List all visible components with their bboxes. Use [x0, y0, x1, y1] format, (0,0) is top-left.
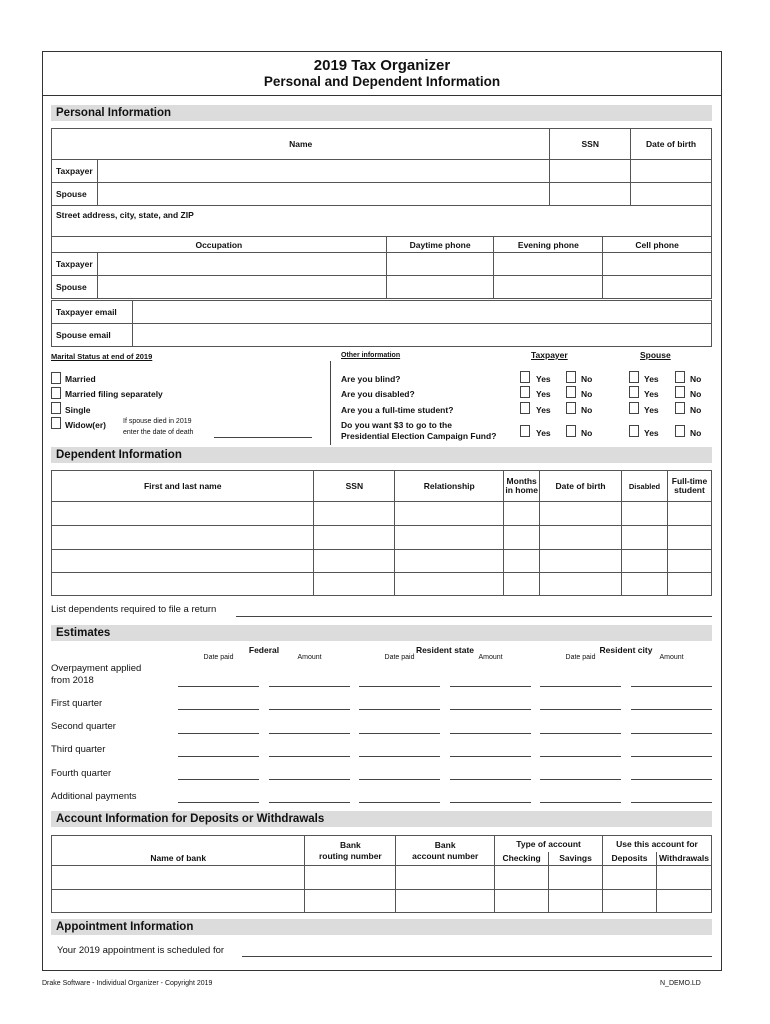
spouse-daytime-field[interactable]: [386, 276, 494, 299]
other-spouse-heading: Spouse: [640, 350, 671, 360]
no-label: No: [690, 405, 702, 415]
acct-routing-1: Bank: [339, 839, 361, 850]
estimate-field[interactable]: [178, 733, 259, 734]
married-label: Married: [65, 374, 96, 384]
estimate-field[interactable]: [540, 686, 621, 687]
footer-code: N_DEMO.LD: [660, 980, 701, 987]
dep-field[interactable]: [395, 526, 504, 550]
dep-field[interactable]: [314, 573, 395, 596]
page-subtitle: Personal and Dependent Information: [263, 74, 501, 89]
acct-field[interactable]: [305, 866, 396, 890]
header-ssn: SSN: [550, 129, 631, 160]
acct-withdrawals-header: Withdrawals: [656, 852, 711, 866]
dep-field[interactable]: [314, 526, 395, 550]
dep-field[interactable]: [622, 573, 668, 596]
est-date-paid-header: Date paid: [565, 654, 596, 661]
dep-field[interactable]: [314, 502, 395, 526]
estimate-field[interactable]: [540, 802, 621, 803]
dep-field[interactable]: [622, 502, 668, 526]
est-overpay-1: Overpayment applied: [51, 663, 142, 674]
spouse-evening-field[interactable]: [494, 276, 603, 299]
dep-field[interactable]: [52, 526, 314, 550]
est-amount-header: Amount: [478, 654, 503, 661]
email-table: [51, 300, 712, 347]
estimate-field[interactable]: [540, 709, 621, 710]
spouse-name-field[interactable]: [97, 183, 550, 206]
dep-field[interactable]: [314, 550, 395, 573]
dep-field[interactable]: [52, 502, 314, 526]
acct-field[interactable]: [495, 866, 549, 890]
est-row-label: Second quarter: [51, 721, 116, 732]
label-spouse-occ: Spouse: [52, 276, 98, 299]
title-divider: [42, 95, 722, 96]
dep-field[interactable]: [540, 550, 622, 573]
acct-number-header: [396, 836, 495, 866]
widow-label: Widow(er): [65, 420, 107, 430]
estimate-field[interactable]: [450, 779, 531, 780]
dependent-table: [51, 470, 712, 596]
estimate-field[interactable]: [631, 733, 712, 734]
tp-blind-yes[interactable]: [520, 371, 530, 383]
tp-student-no[interactable]: [566, 402, 576, 414]
section-account: Account Information for Deposits or Withdrawals: [51, 811, 712, 827]
estimate-field[interactable]: [631, 802, 712, 803]
dep-field[interactable]: [504, 502, 540, 526]
dep-field[interactable]: [667, 573, 711, 596]
single-label: Single: [65, 405, 91, 415]
dep-field[interactable]: [395, 502, 504, 526]
label-taxpayer-email: Taxpayer email: [52, 301, 133, 324]
dep-field[interactable]: [540, 526, 622, 550]
yes-label: Yes: [644, 428, 659, 438]
acct-routing-2: routing number: [318, 850, 382, 861]
estimate-field[interactable]: [269, 709, 350, 710]
footer-copyright: Drake Software - Individual Organizer - Copyright 2019: [42, 980, 213, 987]
appointment-field[interactable]: [242, 956, 712, 957]
est-state: Resident state: [415, 645, 475, 655]
acct-savings-header: Savings: [549, 852, 603, 866]
estimate-field[interactable]: [269, 779, 350, 780]
dep-field[interactable]: [540, 573, 622, 596]
taxpayer-name-field[interactable]: [97, 160, 550, 183]
dep-field[interactable]: [540, 502, 622, 526]
estimate-field[interactable]: [631, 686, 712, 687]
widow-note-1: If spouse died in 2019: [123, 418, 192, 425]
section-estimates: Estimates: [51, 625, 712, 641]
q-campaign-2: Presidential Election Campaign Fund?: [341, 431, 497, 441]
taxpayer-evening-field[interactable]: [494, 253, 603, 276]
est-row-label: First quarter: [51, 698, 103, 709]
no-label: No: [581, 374, 593, 384]
mfs-label: Married filing separately: [65, 389, 163, 399]
acct-field[interactable]: [656, 866, 711, 890]
spouse-occupation-field[interactable]: [97, 276, 386, 299]
est-city: Resident city: [599, 645, 653, 655]
label-spouse: Spouse: [52, 183, 98, 206]
no-label: No: [690, 374, 702, 384]
estimate-field[interactable]: [178, 779, 259, 780]
acct-field[interactable]: [603, 890, 657, 913]
estimate-field[interactable]: [450, 802, 531, 803]
dep-field[interactable]: [504, 573, 540, 596]
yes-label: Yes: [536, 374, 551, 384]
est-row-label: Third quarter: [51, 744, 106, 755]
est-row-label: Fourth quarter: [51, 768, 112, 779]
section-appointment: Appointment Information: [51, 919, 712, 935]
dep-field[interactable]: [504, 526, 540, 550]
est-date-paid-header: Date paid: [203, 654, 234, 661]
dep-field[interactable]: [667, 550, 711, 573]
q-blind: Are you blind?: [341, 374, 401, 384]
married-checkbox[interactable]: [51, 372, 61, 384]
acct-field[interactable]: [52, 890, 305, 913]
header-name: Name: [52, 129, 550, 160]
dep-col-months: Months in home: [504, 471, 540, 502]
no-label: No: [581, 389, 593, 399]
dep-field[interactable]: [667, 502, 711, 526]
spouse-cell-field[interactable]: [603, 276, 712, 299]
estimate-field[interactable]: [359, 733, 440, 734]
estimate-field[interactable]: [540, 756, 621, 757]
section-dependent: Dependent Information: [51, 447, 712, 463]
account-table: [51, 835, 712, 913]
estimate-field[interactable]: [450, 733, 531, 734]
estimate-field[interactable]: [450, 756, 531, 757]
dep-field[interactable]: [52, 573, 314, 596]
sp-student-yes[interactable]: [629, 402, 639, 414]
estimate-field[interactable]: [269, 686, 350, 687]
tp-campaign-no[interactable]: [566, 425, 576, 437]
page-title: 2019 Tax Organizer: [313, 57, 451, 74]
yes-label: Yes: [644, 405, 659, 415]
acct-name-header: Name of bank: [52, 836, 305, 866]
est-row-label: Additional payments: [51, 791, 137, 802]
sp-blind-no[interactable]: [675, 371, 685, 383]
est-date-paid-header: Date paid: [384, 654, 415, 661]
estimate-field[interactable]: [631, 709, 712, 710]
dep-field[interactable]: [622, 550, 668, 573]
spouse-ssn-field[interactable]: [550, 183, 631, 206]
dep-field[interactable]: [667, 526, 711, 550]
taxpayer-occupation-field[interactable]: [97, 253, 386, 276]
tp-campaign-yes[interactable]: [520, 425, 530, 437]
est-amount-header: Amount: [659, 654, 684, 661]
single-checkbox[interactable]: [51, 402, 61, 414]
taxpayer-dob-field[interactable]: [631, 160, 712, 183]
yes-label: Yes: [536, 405, 551, 415]
dep-field[interactable]: [52, 550, 314, 573]
acct-checking-header: Checking: [495, 852, 549, 866]
sp-campaign-yes[interactable]: [629, 425, 639, 437]
tp-disabled-no[interactable]: [566, 386, 576, 398]
acct-deposits-header: Deposits: [603, 852, 657, 866]
dep-col-dob: Date of birth: [540, 471, 622, 502]
tp-student-yes[interactable]: [520, 402, 530, 414]
estimate-field[interactable]: [540, 733, 621, 734]
estimate-field[interactable]: [178, 709, 259, 710]
dep-field[interactable]: [622, 526, 668, 550]
acct-number-1: Bank: [434, 839, 456, 850]
estimate-field[interactable]: [269, 733, 350, 734]
label-street: Street address, city, state, and ZIP: [56, 210, 194, 220]
section-personal: Personal Information: [51, 105, 712, 121]
acct-field[interactable]: [656, 890, 711, 913]
estimate-field[interactable]: [269, 802, 350, 803]
yes-label: Yes: [644, 374, 659, 384]
estimate-field[interactable]: [450, 709, 531, 710]
dep-col-name: First and last name: [52, 471, 314, 502]
estimate-field[interactable]: [359, 779, 440, 780]
appointment-label: Your 2019 appointment is scheduled for: [57, 945, 225, 956]
taxpayer-daytime-field[interactable]: [386, 253, 494, 276]
dep-col-ssn: SSN: [314, 471, 395, 502]
occupation-table: [51, 236, 712, 299]
est-federal: Federal: [248, 645, 280, 655]
estimate-field[interactable]: [359, 756, 440, 757]
label-taxpayer-occ: Taxpayer: [52, 253, 98, 276]
header-occupation: Occupation: [52, 237, 387, 253]
dep-field[interactable]: [395, 550, 504, 573]
dep-field[interactable]: [504, 550, 540, 573]
taxpayer-email-field[interactable]: [132, 301, 711, 324]
list-dependents-label: List dependents required to file a return: [51, 604, 217, 615]
sp-disabled-no[interactable]: [675, 386, 685, 398]
acct-type-header: Type of account: [495, 836, 603, 852]
acct-field[interactable]: [549, 890, 603, 913]
personal-table: [51, 128, 712, 237]
header-dob: Date of birth: [631, 129, 712, 160]
sp-blind-yes[interactable]: [629, 371, 639, 383]
label-taxpayer: Taxpayer: [52, 160, 98, 183]
acct-field[interactable]: [549, 866, 603, 890]
no-label: No: [690, 428, 702, 438]
street-address-field[interactable]: [52, 206, 712, 237]
estimate-field[interactable]: [178, 802, 259, 803]
tp-blind-no[interactable]: [566, 371, 576, 383]
sp-student-no[interactable]: [675, 402, 685, 414]
marital-divider: [330, 361, 331, 445]
other-heading: Other information: [341, 352, 401, 359]
acct-field[interactable]: [396, 890, 495, 913]
no-label: No: [690, 389, 702, 399]
estimate-field[interactable]: [359, 802, 440, 803]
estimate-field[interactable]: [631, 779, 712, 780]
no-label: No: [581, 428, 593, 438]
marital-heading: Marital Status at end of 2019: [51, 352, 153, 361]
label-spouse-email: Spouse email: [52, 324, 133, 347]
estimate-field[interactable]: [178, 756, 259, 757]
estimate-field[interactable]: [269, 756, 350, 757]
acct-field[interactable]: [305, 890, 396, 913]
spouse-email-field[interactable]: [132, 324, 711, 347]
sp-campaign-no[interactable]: [675, 425, 685, 437]
acct-field[interactable]: [603, 866, 657, 890]
yes-label: Yes: [536, 389, 551, 399]
dep-col-relationship: Relationship: [395, 471, 504, 502]
taxpayer-cell-field[interactable]: [603, 253, 712, 276]
acct-field[interactable]: [52, 866, 305, 890]
estimate-field[interactable]: [450, 686, 531, 687]
dep-field[interactable]: [395, 573, 504, 596]
q-disabled: Are you disabled?: [341, 389, 415, 399]
header-cell: Cell phone: [603, 237, 712, 253]
q-student: Are you a full-time student?: [341, 405, 454, 415]
estimate-field[interactable]: [631, 756, 712, 757]
yes-label: Yes: [644, 389, 659, 399]
dep-col-fulltime: Full-time student: [667, 471, 711, 502]
tp-disabled-yes[interactable]: [520, 386, 530, 398]
other-taxpayer-heading: Taxpayer: [531, 350, 568, 360]
widow-checkbox[interactable]: [51, 417, 61, 429]
spouse-dob-field[interactable]: [631, 183, 712, 206]
dep-col-disabled: Disabled: [622, 471, 668, 502]
yes-label: Yes: [536, 428, 551, 438]
no-label: No: [581, 405, 593, 415]
est-amount-header: Amount: [297, 654, 322, 661]
date-of-death-field[interactable]: [214, 437, 312, 438]
acct-use-header: Use this account for: [603, 836, 712, 852]
estimate-field[interactable]: [178, 686, 259, 687]
acct-routing-header: [305, 836, 396, 866]
acct-field[interactable]: [396, 866, 495, 890]
estimate-field[interactable]: [359, 709, 440, 710]
q-campaign-1: Do you want $3 to go to the: [341, 420, 452, 430]
estimate-field[interactable]: [540, 779, 621, 780]
taxpayer-ssn-field[interactable]: [550, 160, 631, 183]
mfs-checkbox[interactable]: [51, 387, 61, 399]
est-overpay-2: from 2018: [51, 675, 94, 686]
header-daytime: Daytime phone: [386, 237, 494, 253]
header-evening: Evening phone: [494, 237, 603, 253]
estimate-field[interactable]: [359, 686, 440, 687]
widow-note-2: enter the date of death: [123, 429, 194, 436]
acct-field[interactable]: [495, 890, 549, 913]
sp-disabled-yes[interactable]: [629, 386, 639, 398]
list-dependents-field[interactable]: [236, 616, 712, 617]
acct-number-2: account number: [412, 850, 479, 861]
